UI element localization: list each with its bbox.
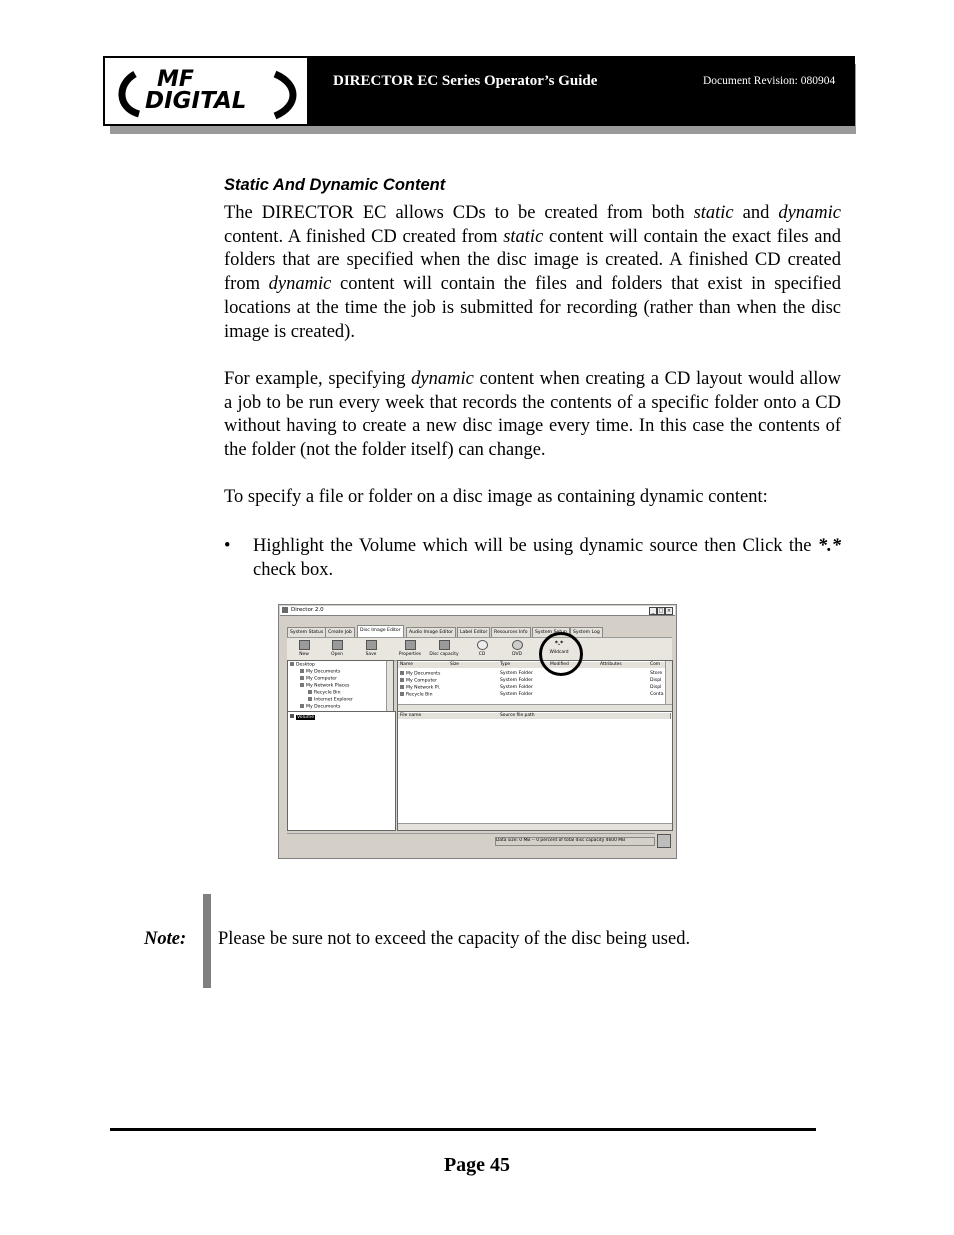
disc-capacity-icon bbox=[439, 640, 450, 650]
note-bar bbox=[203, 894, 211, 988]
dvd-button[interactable]: DVD bbox=[502, 640, 532, 657]
tree-item-desktop[interactable]: Desktop bbox=[290, 662, 315, 668]
tab-resources-info[interactable]: Resources Info bbox=[491, 627, 531, 637]
list-item-comment: Conta bbox=[650, 692, 664, 697]
footer-rule bbox=[110, 1128, 816, 1131]
list-item[interactable]: My Network Pl. bbox=[400, 685, 440, 691]
column-header-source-path[interactable]: Source file path bbox=[498, 713, 671, 719]
status-bar bbox=[287, 833, 655, 846]
wildcard-checkbox[interactable]: *.* Wildcard bbox=[544, 640, 574, 655]
column-header-file-name[interactable]: File name bbox=[398, 713, 499, 719]
tree-item-recycle-bin[interactable]: Recycle Bin bbox=[308, 690, 340, 696]
list-item-type: System Folder bbox=[500, 678, 533, 683]
tab-system-setup[interactable]: System Setup bbox=[532, 627, 570, 637]
tree-item-network-places[interactable]: My Network Places bbox=[300, 683, 349, 689]
folder-icon bbox=[400, 671, 404, 675]
save-button[interactable]: Save bbox=[356, 640, 386, 657]
minimize-button[interactable]: _ bbox=[649, 607, 657, 615]
list-item-comment: Displ bbox=[650, 685, 662, 690]
note-text: Please be sure not to exceed the capacity of the disc being used. bbox=[218, 929, 691, 949]
page-number: Page 45 bbox=[443, 1154, 511, 1176]
column-header-comment[interactable]: Com bbox=[648, 662, 667, 668]
list-item[interactable]: My Computer bbox=[400, 678, 437, 684]
tab-disc-image-editor[interactable]: Disc Image Editor bbox=[357, 625, 404, 637]
folder-icon bbox=[300, 704, 304, 708]
window-title: Director 2.0 bbox=[291, 607, 324, 613]
folder-icon bbox=[290, 662, 294, 666]
network-icon bbox=[300, 683, 304, 687]
svg-text:DIGITAL: DIGITAL bbox=[145, 88, 247, 114]
cd-button[interactable]: CD bbox=[467, 640, 497, 657]
list-item-comment: Store bbox=[650, 671, 663, 676]
dvd-icon bbox=[512, 640, 523, 650]
network-icon bbox=[400, 685, 404, 689]
column-header-attributes[interactable]: Attributes bbox=[598, 662, 649, 668]
column-header-type[interactable]: Type bbox=[498, 662, 549, 668]
director-screenshot bbox=[278, 604, 677, 859]
trash-icon[interactable] bbox=[657, 834, 671, 848]
list-item[interactable]: My Documents bbox=[400, 671, 440, 677]
list-item-type: System Folder bbox=[500, 671, 533, 676]
tree-item-internet-explorer[interactable]: Internet Explorer bbox=[308, 697, 353, 703]
open-button[interactable]: Open bbox=[322, 640, 352, 657]
close-button[interactable]: × bbox=[666, 608, 672, 614]
properties-button[interactable]: Properties bbox=[395, 640, 425, 657]
svg-text:MF: MF bbox=[157, 67, 194, 92]
toolbar bbox=[287, 637, 672, 661]
app-icon bbox=[282, 607, 288, 613]
column-header-modified[interactable]: Modified bbox=[548, 662, 599, 668]
source-hscrollbar[interactable] bbox=[398, 823, 672, 830]
folder-icon bbox=[300, 669, 304, 673]
tree-item-my-documents-2[interactable]: My Documents bbox=[300, 704, 340, 710]
computer-icon bbox=[400, 678, 404, 682]
list-hscrollbar[interactable] bbox=[398, 704, 672, 711]
list-item-comment: Displ bbox=[650, 678, 662, 683]
tree-scrollbar[interactable] bbox=[386, 661, 393, 711]
tab-system-log[interactable]: System Log bbox=[570, 627, 603, 637]
wildcard-symbol: *.* bbox=[554, 640, 564, 647]
mf-digital-logo bbox=[103, 56, 309, 126]
cd-icon bbox=[477, 640, 488, 650]
section-heading: Static And Dynamic Content bbox=[224, 176, 446, 194]
computer-icon bbox=[300, 676, 304, 680]
document-revision: Document Revision: 080904 bbox=[703, 75, 836, 87]
paragraph-instruction: To specify a file or folder on a disc image as containing dynamic content: bbox=[224, 487, 768, 507]
new-icon bbox=[299, 640, 310, 650]
tree-item-my-documents[interactable]: My Documents bbox=[300, 669, 340, 675]
new-button[interactable]: New bbox=[289, 640, 319, 657]
bullet-text: Highlight the Volume which will be using dynamic source then Click the *.* check box. bbox=[253, 536, 841, 580]
tab-system-status[interactable]: System Status bbox=[287, 627, 326, 637]
volume-icon bbox=[290, 714, 294, 718]
volume-tree[interactable] bbox=[287, 711, 396, 831]
column-header-size[interactable]: Size bbox=[448, 662, 499, 668]
paragraph-static-dynamic: The DIRECTOR EC allows CDs to be created from both static and dynamic content. A finished CD created from static content will contain the exact files and folders that are specified when the disc image is created. A finished CD created from dynamic content will contain the files and folders that exist in specified locations at the time the job is submitted for recording (rather than when the disc image is created). bbox=[224, 203, 841, 342]
tree-item-my-computer[interactable]: My Computer bbox=[300, 676, 337, 682]
note-label: Note: bbox=[144, 929, 187, 949]
window-titlebar bbox=[280, 606, 675, 616]
open-icon bbox=[332, 640, 343, 650]
header-banner bbox=[103, 56, 855, 126]
paragraph-example: For example, specifying dynamic content when creating a CD layout would allow a job to be run every week that records the contents of a specific folder onto a CD without having to create a new disc image every time. In this case the contents of the folder (not the folder itself) can change. bbox=[224, 369, 841, 461]
properties-icon bbox=[405, 640, 416, 650]
volume-item[interactable]: Volume bbox=[290, 714, 315, 720]
list-item[interactable]: Recycle Bin bbox=[400, 692, 432, 698]
recycle-bin-icon bbox=[400, 692, 404, 696]
file-list[interactable] bbox=[397, 660, 673, 712]
highlight-circle bbox=[539, 632, 583, 676]
tab-create-job[interactable]: Create Job bbox=[325, 627, 355, 637]
list-item-type: System Folder bbox=[500, 685, 533, 690]
guide-title: DIRECTOR EC Series Operator’s Guide bbox=[333, 73, 598, 89]
folder-tree[interactable] bbox=[287, 660, 394, 712]
tab-label-editor[interactable]: Label Editor bbox=[457, 627, 490, 637]
list-item-type: System Folder bbox=[500, 692, 533, 697]
recycle-bin-icon bbox=[308, 690, 312, 694]
column-header-name[interactable]: Name bbox=[398, 662, 449, 668]
maximize-button[interactable]: □ bbox=[658, 608, 664, 614]
browser-icon bbox=[308, 697, 312, 701]
source-list[interactable] bbox=[397, 711, 673, 831]
tab-audio-image-editor[interactable]: Audio Image Editor bbox=[406, 627, 456, 637]
save-icon bbox=[366, 640, 377, 650]
status-text: Data size: 0 MB -- 0 percent of total disc capacity 4600 MB bbox=[495, 837, 655, 846]
disc-capacity-button[interactable]: Disc capacity bbox=[429, 640, 459, 657]
bullet-mark: • bbox=[224, 536, 231, 556]
